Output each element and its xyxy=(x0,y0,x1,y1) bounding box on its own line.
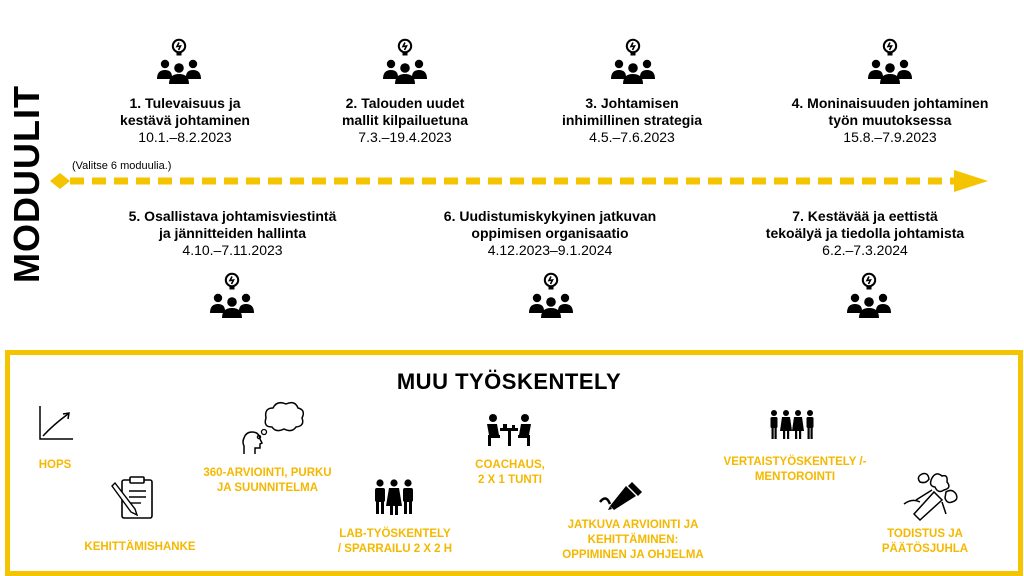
team-idea-icon xyxy=(609,37,657,85)
thought-bubble-icon xyxy=(240,398,306,456)
label-line: JA SUUNNITELMA xyxy=(216,482,319,494)
label-line: HOPS xyxy=(38,459,72,471)
label-line: MENTOROINTI xyxy=(754,471,836,483)
label-line: JATKUVA ARVIOINTI JA xyxy=(567,519,699,531)
team-idea-icon xyxy=(381,37,429,85)
module-title-line: oppimisen organisaatio xyxy=(471,225,629,241)
module-7 xyxy=(735,208,995,259)
module-title-line: 6. Uudistumiskykyinen jatkuvan xyxy=(443,208,657,224)
label-line: COACHAUS, xyxy=(475,459,545,471)
module-dates: 7.3.–19.4.2023 xyxy=(358,129,452,145)
label-line: KEHITTÄMISHANKE xyxy=(84,541,196,553)
label-lab-tyoskentely xyxy=(315,527,475,557)
module-1 xyxy=(85,95,285,146)
label-line: VERTAISTYÖSKENTELY /- xyxy=(723,456,867,468)
module-5 xyxy=(100,208,365,259)
module-title-line: 5. Osallistava johtamisviestintä xyxy=(128,208,337,224)
label-vertaistyoskentely xyxy=(705,455,885,485)
label-line: / SPARRAILU 2 X 2 H xyxy=(337,543,453,555)
module-dates: 15.8.–7.9.2023 xyxy=(843,129,937,145)
module-title-line: työn muutoksessa xyxy=(828,112,952,128)
module-dates: 4.5.–7.6.2023 xyxy=(589,129,675,145)
bouquet-icon xyxy=(902,470,960,520)
timeline-note: (Valitse 6 moduulia.) xyxy=(72,160,172,172)
module-3 xyxy=(532,95,732,146)
clipboard-icon xyxy=(113,475,157,521)
team-idea-icon xyxy=(155,37,203,85)
label-todistus xyxy=(860,527,990,557)
module-title-line: ja jännitteiden hallinta xyxy=(158,225,307,241)
timeline-arrow xyxy=(48,168,992,194)
module-2 xyxy=(305,95,505,146)
team-idea-icon xyxy=(208,271,256,319)
label-line: KEHITTÄMINEN: xyxy=(587,534,679,546)
pen-icon xyxy=(598,480,646,514)
module-6 xyxy=(410,208,690,259)
side-title: MODUULIT xyxy=(6,85,47,283)
label-line: PÄÄTÖSJUHLA xyxy=(881,543,969,555)
label-line: TODISTUS JA xyxy=(887,528,963,540)
module-title-line: 4. Moninaisuuden johtaminen xyxy=(791,95,989,111)
module-title-line: 3. Johtamisen xyxy=(585,95,679,111)
module-dates: 4.12.2023–9.1.2024 xyxy=(487,242,613,258)
label-kehittamishanke xyxy=(65,540,215,555)
module-title-line: 2. Talouden uudet xyxy=(345,95,465,111)
module-4 xyxy=(760,95,1020,146)
meeting-icon xyxy=(485,413,533,447)
module-dates: 4.10.–7.11.2023 xyxy=(182,242,283,258)
module-title-line: tekoälyä ja tiedolla johtamista xyxy=(765,225,965,241)
team-idea-icon xyxy=(866,37,914,85)
team-idea-icon xyxy=(845,271,893,319)
label-line: OPPIMINEN JA OHJELMA xyxy=(562,549,704,561)
module-title-line: 7. Kestävää ja eettistä xyxy=(792,208,938,224)
group-icon xyxy=(373,478,415,516)
team-idea-icon xyxy=(527,271,575,319)
module-dates: 10.1.–8.2.2023 xyxy=(138,129,232,145)
label-hops xyxy=(20,458,90,473)
module-title-line: kestävä johtaminen xyxy=(120,112,250,128)
label-jatkuva-arviointi xyxy=(538,518,728,563)
label-line: 2 X 1 TUNTI xyxy=(478,474,542,486)
module-dates: 6.2.–7.3.2024 xyxy=(822,242,908,258)
label-line: 360-ARVIOINTI, PURKU xyxy=(203,467,332,479)
peers-icon xyxy=(769,409,815,441)
label-360-arviointi xyxy=(185,466,350,496)
module-title-line: 1. Tulevaisuus ja xyxy=(129,95,241,111)
other-work-title: MUU TYÖSKENTELY xyxy=(396,369,622,394)
module-title-line: inhimillinen strategia xyxy=(561,112,703,128)
label-coachaus xyxy=(445,458,575,488)
chart-icon xyxy=(38,405,74,441)
label-line: LAB-TYÖSKENTELY xyxy=(339,528,451,540)
module-title-line: mallit kilpailuetuna xyxy=(341,112,469,128)
